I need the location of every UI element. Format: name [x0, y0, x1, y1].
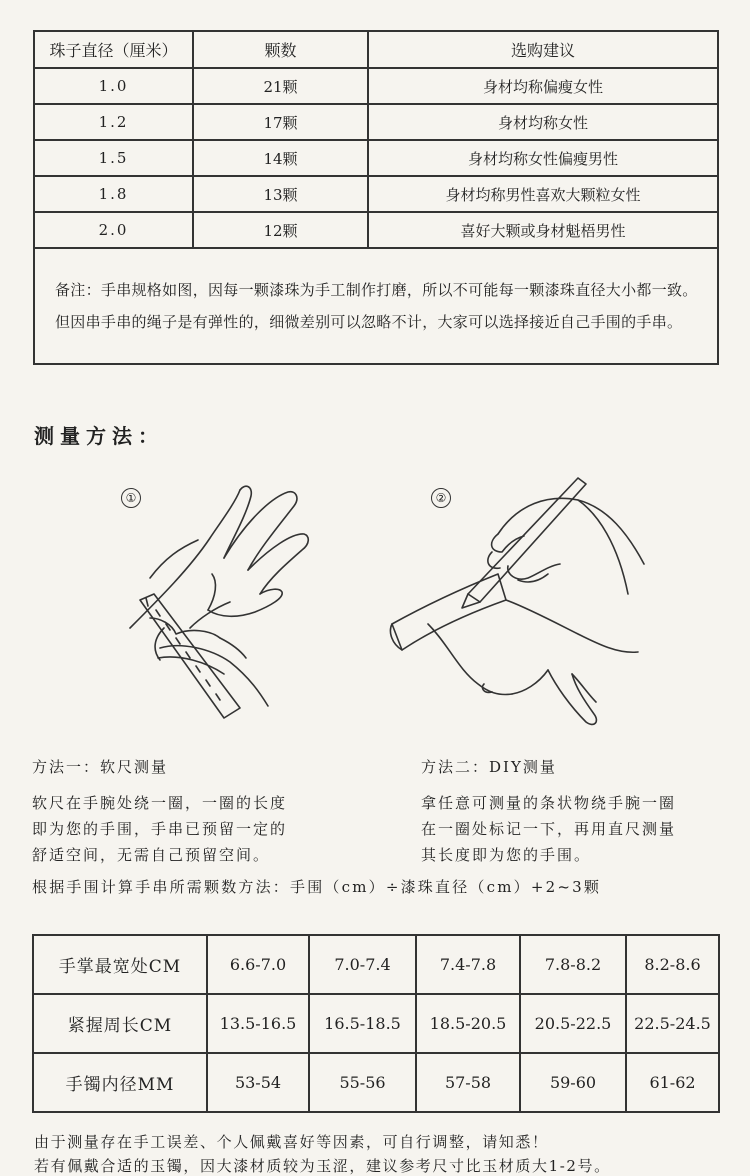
note-row: [34, 248, 718, 364]
size-cell: 7.0-7.4: [309, 935, 416, 994]
table-row: [34, 140, 718, 176]
method-number-2: ②: [431, 488, 451, 508]
row-header-grip-circumference: 紧握周长CM: [33, 994, 207, 1053]
method-1-title: 方法一：软尺测量: [32, 758, 169, 776]
method-2-description: [421, 790, 721, 868]
size-cell: 20.5-22.5: [520, 994, 626, 1053]
size-cell: 57-58: [416, 1053, 520, 1112]
size-cell: 22.5-24.5: [626, 994, 719, 1053]
row-header-palm-width: 手掌最宽处CM: [33, 935, 207, 994]
table-row: [34, 212, 718, 248]
diameter-cell: 1.8: [34, 176, 193, 212]
size-cell: 7.8-8.2: [520, 935, 626, 994]
method-number-1: ①: [121, 488, 141, 508]
table-row: [34, 176, 718, 212]
size-cell: 6.6-7.0: [207, 935, 309, 994]
footer-note-1: 由于测量存在手工误差、个人佩戴喜好等因素，可自行调整，请知悉！: [34, 1133, 549, 1151]
bead-count-formula: 根据手围计算手串所需颗数方法：手围（cm）÷漆珠直径（cm）+2~3颗: [32, 878, 602, 896]
table-row: [33, 1053, 719, 1112]
count-cell: 13颗: [193, 176, 368, 212]
method-1-desc-line: 舒适空间，无需自己预留空间。: [32, 846, 271, 864]
size-cell: 18.5-20.5: [416, 994, 520, 1053]
suggestion-cell: 喜好大颗或身材魁梧男性: [368, 212, 718, 248]
count-cell: 12颗: [193, 212, 368, 248]
method-2-desc-line: 拿任意可测量的条状物绕手腕一圈: [421, 794, 677, 812]
count-cell: 14颗: [193, 140, 368, 176]
count-cell: 17颗: [193, 104, 368, 140]
table-row: [34, 104, 718, 140]
size-cell: 13.5-16.5: [207, 994, 309, 1053]
header-count: 颗数: [193, 31, 368, 68]
hand-tape-measure-icon: [120, 478, 320, 740]
table-row: [33, 994, 719, 1053]
header-diameter: 珠子直径（厘米）: [34, 31, 193, 68]
table-row: [34, 68, 718, 104]
diameter-cell: 2.0: [34, 212, 193, 248]
diameter-cell: 1.0: [34, 68, 193, 104]
header-suggestion: 选购建议: [368, 31, 718, 68]
hand-paper-strip-pen-icon: [388, 474, 658, 734]
note-text: 备注：手串规格如图，因每一颗漆珠为手工制作打磨，所以不可能每一颗漆珠直径大小都一致。但因串手串的绳子是有弹性的，细微差别可以忽略不计，大家可以选择接近自己手围的手串。: [34, 248, 718, 364]
method-2-desc-line: 其长度即为您的手围。: [421, 846, 592, 864]
suggestion-cell: 身材均称偏瘦女性: [368, 68, 718, 104]
diameter-cell: 1.2: [34, 104, 193, 140]
size-cell: 7.4-7.8: [416, 935, 520, 994]
method-2-desc-line: 在一圈处标记一下，再用直尺测量: [421, 820, 677, 838]
method-1-desc-line: 软尺在手腕处绕一圈，一圈的长度: [32, 794, 288, 812]
suggestion-cell: 身材均称男性喜欢大颗粒女性: [368, 176, 718, 212]
count-cell: 21颗: [193, 68, 368, 104]
table-row: [33, 935, 719, 994]
method-2-title: 方法二：DIY测量: [421, 758, 557, 776]
size-cell: 16.5-18.5: [309, 994, 416, 1053]
size-cell: 55-56: [309, 1053, 416, 1112]
suggestion-cell: 身材均称女性: [368, 104, 718, 140]
table-header-row: [34, 31, 718, 68]
method-1-desc-line: 即为您的手围，手串已预留一定的: [32, 820, 288, 838]
size-cell: 59-60: [520, 1053, 626, 1112]
row-header-bangle-diameter: 手镯内径MM: [33, 1053, 207, 1112]
suggestion-cell: 身材均称女性偏瘦男性: [368, 140, 718, 176]
size-cell: 61-62: [626, 1053, 719, 1112]
section-title: 测量方法：: [34, 424, 164, 448]
hand-size-table: [32, 934, 720, 1113]
method-1-description: [32, 790, 332, 868]
bead-size-table: [33, 30, 719, 365]
size-cell: 53-54: [207, 1053, 309, 1112]
size-cell: 8.2-8.6: [626, 935, 719, 994]
footer-note-2: 若有佩戴合适的玉镯，因大漆材质较为玉涩，建议参考尺寸比玉材质大1-2号。: [34, 1157, 611, 1175]
diameter-cell: 1.5: [34, 140, 193, 176]
